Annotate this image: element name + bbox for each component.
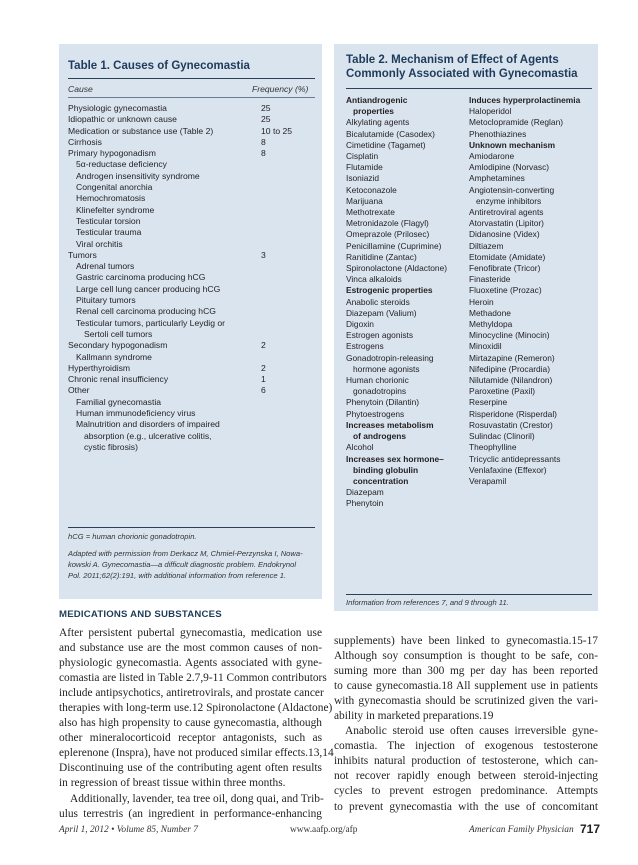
table2-agent: Minoxidil	[469, 341, 502, 352]
table2-agent: Fenofibrate (Tricor)	[469, 263, 541, 274]
table1-abbrev-note: hCG = human chorionic gonadotropin.	[68, 532, 197, 541]
table1-cause: Secondary hypogonadism	[68, 340, 168, 351]
table2-source-note: Information from references 7, and 9 through 11.	[346, 598, 509, 607]
table1-row	[68, 114, 315, 125]
body-text-line: not recover rapidly enough between steroid-injecting	[334, 770, 598, 783]
table2-rule-top	[346, 88, 592, 89]
table2-column-2	[469, 95, 580, 487]
table1-cause: Testicular trauma	[76, 227, 142, 238]
table1-cause: absorption (e.g., ulcerative colitis,	[84, 430, 212, 441]
table1-row	[68, 148, 315, 159]
table1-row	[68, 205, 315, 216]
body-text-line: cycles to prevent estrogen predominance. Attempts	[334, 785, 598, 798]
table1-cause: Klinefelter syndrome	[76, 204, 155, 215]
table2-agent: Anabolic steroids	[346, 296, 410, 307]
table1-row	[68, 227, 315, 238]
table2-agent: Phenytoin	[346, 498, 384, 509]
body-column-right	[334, 634, 598, 815]
body-text-line: eplerenone (Inspra), have not produced similar effects.13,14	[59, 747, 334, 760]
table1-cause: Testicular tumors, particularly Leydig or	[76, 317, 226, 328]
table1-row	[68, 171, 315, 182]
table1-rows	[68, 103, 315, 453]
table1-row	[68, 159, 315, 170]
table1-row	[68, 385, 315, 396]
table1-cause: Human immunodeficiency virus	[76, 408, 196, 419]
table2-box	[334, 44, 598, 611]
table2-agent: Penicillamine (Cuprimine)	[346, 240, 442, 251]
table2-agent: Phenytoin (Dilantin)	[346, 397, 420, 408]
table1-row	[68, 442, 315, 453]
body-text-line: After persistent pubertal gynecomastia, medication use	[59, 627, 322, 639]
body-text-line: Discontinuing use of the contributing agent often results	[59, 762, 322, 775]
table2-category-heading: Estrogenic properties	[346, 285, 433, 296]
body-text-line: ulus terrestris (an ingredient in performance-enhancing	[59, 807, 322, 820]
table1-row	[68, 374, 315, 385]
table2-agent: Minocycline (Minocin)	[469, 330, 550, 341]
table2-agent: Antiretroviral agents	[469, 207, 544, 218]
table2-category-heading: Unknown mechanism	[469, 139, 556, 150]
table2-agent: Reserpine	[469, 397, 508, 408]
table2-agent: Methyldopa	[469, 319, 513, 330]
footer-journal: American Family Physician	[469, 825, 574, 835]
table2-agent: Verapamil	[469, 475, 507, 486]
table1-cause: Adrenal tumors	[76, 261, 135, 272]
table2-agent: Venlafaxine (Effexor)	[469, 464, 547, 475]
table2-category-heading: Induces hyperprolactinemia	[469, 95, 581, 105]
table2-agent: Ranitidine (Zantac)	[346, 251, 417, 262]
table1-row	[68, 216, 315, 227]
table1-row	[68, 397, 315, 408]
table1-row	[68, 295, 315, 306]
table1-cause: Other	[68, 385, 90, 396]
table2-agent: gonadotropins	[353, 386, 407, 397]
table2-agent: Sulindac (Clinoril)	[469, 431, 535, 442]
table1-cause: Malnutrition and disorders of impaired	[76, 419, 220, 430]
table1-row	[68, 306, 315, 317]
table2-agent: Estrogen agonists	[346, 330, 414, 341]
table1-row	[68, 431, 315, 442]
table2-agent: Amiodarone	[469, 151, 515, 162]
table1-frequency: 25	[261, 114, 271, 125]
table1-row	[68, 363, 315, 374]
table1-frequency: 6	[261, 385, 266, 396]
body-text-line: Although soy consumption is thought to be safe, con-	[334, 650, 598, 663]
table1-row	[68, 284, 315, 295]
table1-cause: Congenital anorchia	[76, 182, 153, 193]
body-text-line: Additionally, lavender, tea tree oil, dong quai, and Trib-	[70, 792, 324, 805]
table2-agent: Diazepam (Valium)	[346, 307, 417, 318]
table1-cause: Viral orchitis	[76, 238, 123, 249]
table1-row	[68, 352, 315, 363]
table1-col-frequency: Frequency (%)	[252, 84, 309, 94]
table2-agent: Nifedipine (Procardia)	[469, 363, 550, 374]
body-text-line: therapies with long-term use.12 Spironolactone (Aldactone)	[59, 702, 333, 715]
table1-cause: Sertoli cell tumors	[84, 328, 153, 339]
table2-agent: Spironolactone (Aldactone)	[346, 263, 448, 274]
table2-agent: Cisplatin	[346, 151, 379, 162]
table1-cause: Idiopathic or unknown cause	[68, 114, 177, 125]
footer-page-number: 717	[580, 822, 601, 836]
table2-agent: Diltiazem	[469, 240, 504, 251]
body-text-line: supplements) have been linked to gynecomastia.15-17	[334, 635, 598, 647]
body-text-line: suming more than 300 mg per day has been reported	[334, 665, 598, 678]
body-text-line: to cause gynecomastia.18 All supplement use in patients	[334, 680, 598, 693]
table1-title: Table 1. Causes of Gynecomastia	[68, 60, 250, 72]
table1-frequency: 25	[261, 103, 271, 113]
table1-cause: Chronic renal insufficiency	[68, 374, 169, 385]
table2-category-heading: Increases metabolism	[346, 419, 434, 430]
table1-cause: Androgen insensitivity syndrome	[76, 170, 200, 181]
table2-agent: Rosuvastatin (Crestor)	[469, 419, 553, 430]
table1-cause: Medication or substance use (Table 2)	[68, 125, 214, 136]
table2-agent: Alcohol	[346, 442, 374, 453]
table2-agent: Gonadotropin-releasing	[346, 352, 434, 363]
table1-frequency: 3	[261, 249, 266, 260]
table1-row	[68, 408, 315, 419]
table1-frequency: 8	[261, 148, 266, 159]
table2-category-heading: properties	[353, 106, 394, 117]
table1-row	[68, 261, 315, 272]
table1-row	[68, 419, 315, 430]
table1-cause: Physiologic gynecomastia	[68, 103, 167, 113]
table2-agent: Mirtazapine (Remeron)	[469, 352, 555, 363]
table2-title: Table 2. Mechanism of Effect of Agents Commonly Associated with Gynecomastia	[346, 54, 578, 80]
table2-agent: Methotrexate	[346, 207, 395, 218]
table1-row	[68, 182, 315, 193]
table1-cause: Hyperthyroidism	[68, 362, 131, 373]
table1-cause: Primary hypogonadism	[68, 148, 156, 159]
table1-row	[68, 103, 315, 114]
table2-agent: Amlodipine (Norvasc)	[469, 162, 550, 173]
table2-rule-bottom	[346, 594, 592, 595]
body-text-line: comastia. The injection of exogenous testosterone	[334, 740, 598, 753]
table1-cause: Familial gynecomastia	[76, 396, 162, 407]
table1-cause: Cirrhosis	[68, 136, 102, 147]
table2-agent: Phenothiazines	[469, 128, 527, 139]
table2-agent: Risperidone (Risperdal)	[469, 408, 557, 419]
table1-row	[68, 329, 315, 340]
body-text-line: ability in marketed preparations.19	[334, 710, 494, 723]
table1-cause: Kallmann syndrome	[76, 351, 152, 362]
table2-agent: Digoxin	[346, 319, 374, 330]
table2-category-heading: of androgens	[353, 431, 407, 442]
table2-agent: Angiotensin-converting	[469, 184, 555, 195]
body-text-line: physiologic gynecomastia. Agents associated with gyne-	[59, 657, 322, 670]
table2-agent: Paroxetine (Paxil)	[469, 386, 536, 397]
table2-agent: Marijuana	[346, 195, 383, 206]
body-text-line: comastia are listed in Table 2.7,9-11 Common contributors	[59, 672, 327, 685]
table1-row	[68, 193, 315, 204]
table2-category-heading: binding globulin	[353, 464, 419, 475]
table1-row	[68, 340, 315, 351]
table2-agent: Metoclopramide (Reglan)	[469, 117, 564, 128]
table2-agent: Amphetamines	[469, 173, 525, 184]
table1-cause: Hemochromatosis	[76, 193, 146, 204]
table2-agent: Heroin	[469, 296, 494, 307]
body-text-line: include antipsychotics, antiretrovirals, and prostate cancer	[59, 687, 324, 700]
table1-cause: Renal cell carcinoma producing hCG	[76, 306, 216, 317]
table2-category-heading: concentration	[353, 475, 409, 486]
table2-agent: Human chorionic	[346, 375, 409, 386]
table1-rule-top	[68, 78, 315, 79]
table1-frequency: 2	[261, 340, 266, 351]
table2-category-heading: Antiandrogenic	[346, 95, 408, 105]
body-text-line: in regression of breast tissue within three months.	[59, 777, 286, 790]
table1-cause: Tumors	[68, 249, 97, 260]
table2-agent: Isoniazid	[346, 173, 380, 184]
table2-agent: Fluoxetine (Prozac)	[469, 285, 542, 296]
table2-column-1	[346, 95, 447, 510]
table1-frequency: 2	[261, 362, 266, 373]
table1-box	[59, 44, 322, 599]
table2-agent: Nilutamide (Nilandron)	[469, 375, 553, 386]
table2-agent: Methadone	[469, 307, 511, 318]
table1-row	[68, 126, 315, 137]
table2-agent: Phytoestrogens	[346, 408, 405, 419]
body-text-line: inhibits natural production of testosterone, which can-	[334, 755, 598, 768]
table2-agent: Estrogens	[346, 341, 384, 352]
table1-frequency: 10 to 25	[261, 125, 293, 136]
table2-agent: Diazepam	[346, 487, 384, 498]
table1-row	[68, 272, 315, 283]
table2-agent: Omeprazole (Prilosec)	[346, 229, 430, 240]
footer-issue: April 1, 2012 • Volume 85, Number 7	[59, 825, 198, 835]
table1-cause: cystic fibrosis)	[84, 441, 138, 452]
table1-frequency: 1	[261, 374, 266, 385]
table2-agent: Finasteride	[469, 274, 511, 285]
table2-agent: Alkylating agents	[346, 117, 410, 128]
table1-row	[68, 137, 315, 148]
table1-cause: Gastric carcinoma producing hCG	[76, 272, 206, 283]
table2-agent: Vinca alkaloids	[346, 274, 402, 285]
table2-agent: Atorvastatin (Lipitor)	[469, 218, 544, 229]
table1-cause: 5α-reductase deficiency	[76, 159, 167, 170]
table1-cause: Pituitary tumors	[76, 295, 136, 306]
table1-cause: Large cell lung cancer producing hCG	[76, 283, 221, 294]
body-text-line: with gynecomastia should be scrutinized given the vari-	[334, 695, 598, 708]
table1-col-cause: Cause	[68, 84, 93, 94]
table2-agent: Bicalutamide (Casodex)	[346, 128, 435, 139]
table2-agent: enzyme inhibitors	[476, 195, 542, 206]
body-text-line: also has high propensity to cause gynecomastia, although	[59, 717, 322, 730]
table2-agent: hormone agonists	[353, 363, 420, 374]
body-text-line: other mineralocorticoid receptor antagonists, such as	[59, 732, 322, 745]
body-text-line: and substance use are the most common causes of non-	[59, 642, 322, 655]
table2-agent: Metronidazole (Flagyl)	[346, 218, 429, 229]
table2-agent: Etomidate (Amidate)	[469, 251, 546, 262]
table2-category-heading: Increases sex hormone–	[346, 453, 444, 464]
table2-agent: Haloperidol	[469, 106, 512, 117]
footer-url[interactable]: www.aafp.org/afp	[290, 825, 358, 835]
table2-agent: Flutamide	[346, 162, 383, 173]
table1-rule-bottom	[68, 527, 315, 528]
table1-rule-header	[68, 97, 315, 98]
table1-source-note: Adapted with permission from Derkacz M, Chmiel-Perzynska I, Nowa- kowski A. Gynecomastia—a difficult diagnostic problem. Endokrynol Pol. 2011;62(2):191, with additional information from reference 1.	[68, 549, 303, 580]
section-heading: MEDICATIONS AND SUBSTANCES	[59, 609, 222, 620]
table1-frequency: 8	[261, 136, 266, 147]
body-text-line: to prevent gynecomastia with the use of concomitant	[334, 800, 598, 813]
table1-cause: Testicular torsion	[76, 215, 141, 226]
table1-row	[68, 318, 315, 329]
body-text-line: Anabolic steroid use often causes irreversible gyne-	[345, 725, 598, 738]
table2-agent: Cimetidine (Tagamet)	[346, 139, 426, 150]
body-column-left	[59, 626, 334, 822]
table2-agent: Ketoconazole	[346, 184, 397, 195]
table2-agent: Tricyclic antidepressants	[469, 453, 561, 464]
table1-row	[68, 250, 315, 261]
table2-agent: Theophylline	[469, 442, 517, 453]
table1-row	[68, 239, 315, 250]
table2-agent: Didanosine (Videx)	[469, 229, 540, 240]
